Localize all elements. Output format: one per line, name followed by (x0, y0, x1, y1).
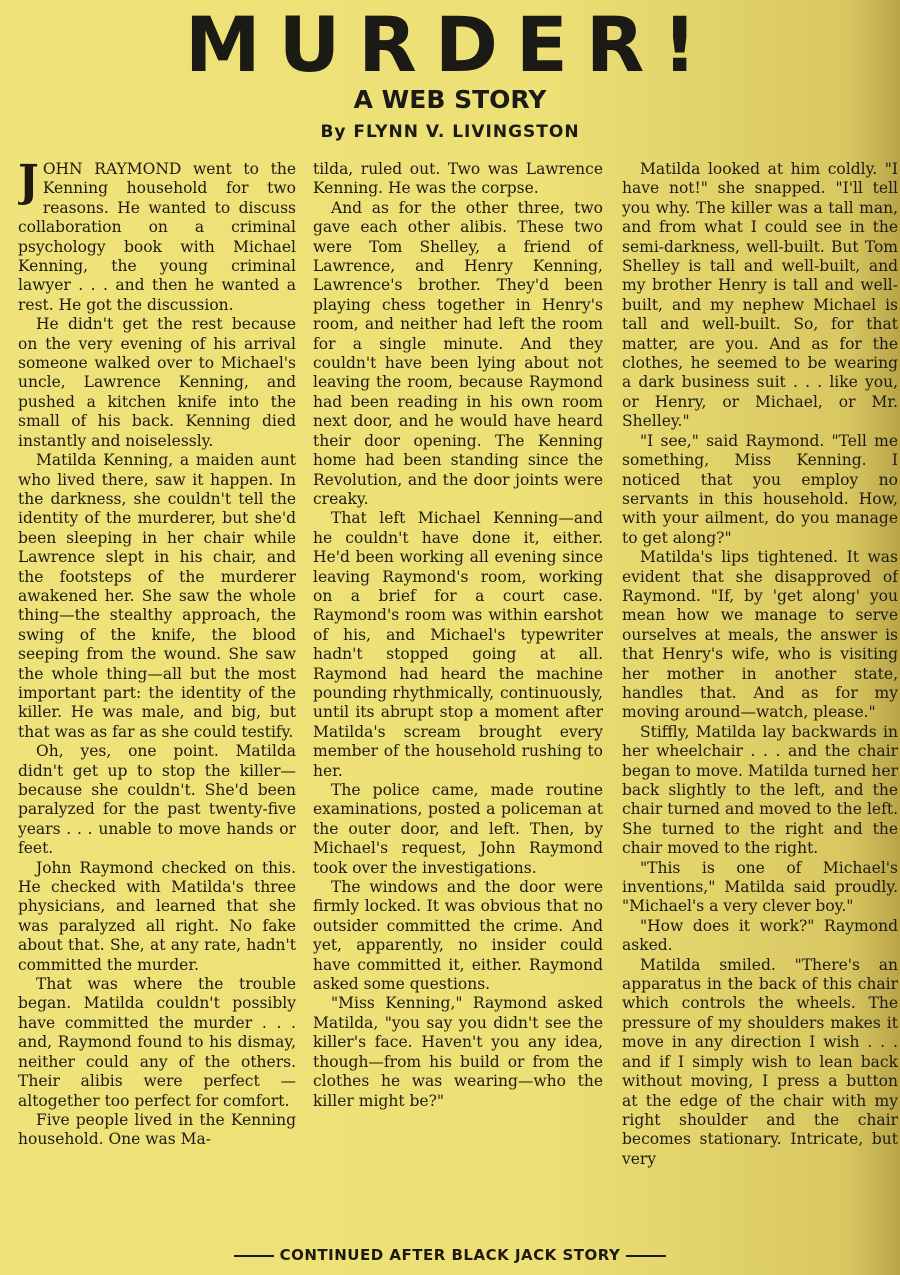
paragraph: "How does it work?" Raymond asked. (622, 916, 898, 955)
paragraph: tilda, ruled out. Two was Lawrence Kenning. He was the corpse. (313, 160, 603, 198)
drop-cap: J (18, 160, 39, 207)
paragraph: He didn't get the rest because on the very evening of his arrival someone walked over to Michael's uncle, Lawrence Kenning, and pushed a kitchen knife into the small of his back. Kenning died instantly and noiselessly. (18, 315, 296, 450)
paragraph: Matilda smiled. "There's an apparatus in the back of this chair which controls the wheels. The pressure of my shoulders makes it move in any direction I wish . . . and if I simply wish to lean back without moving, I press a button at the edge of the chair with my right shoulder and the chair becomes stationary. Intricate, but very (622, 955, 898, 1168)
continued-footer (0, 1243, 900, 1267)
paragraph: That was where the trouble began. Matilda couldn't possibly have committed the murder . . . and, Raymond found to his dismay, neither could any of the others. Their alibis were perfect — altogether too perfect for comfort. (18, 975, 296, 1110)
paragraph: "This is one of Michael's inventions," Matilda said proudly. "Michael's a very clever boy." (622, 858, 898, 916)
paragraph: Matilda Kenning, a maiden aunt who lived there, saw it happen. In the darkness, she couldn't tell the identity of the murderer, but she'd been sleeping in her chair while Lawrence slept in his chair, and the footsteps of the murderer awakened her. She saw the whole thing—the stealthy approach, the swing of the knife, the blood seeping from the wound. She saw the whole thing—all but the most important part: the identity of the killer. He was male, and big, but that was as far as she could testify. (18, 451, 296, 741)
story-subtitle: A WEB STORY (353, 85, 547, 114)
paragraph: Matilda looked at him coldly. "I have not!" she snapped. "I'll tell you why. The killer was a tall man, and from what I could see in the semi-darkness, well-built. But Tom Shelley is tall and well-built, and my brother Henry is tall and well-built, and my nephew Michael is tall and well-built. So, for that matter, are you. And as for the clothes, he seemed to be wearing a dark business suit . . . like you, or Henry, or Michael, or Mr. Shelley." (622, 160, 898, 431)
rule-right (626, 1255, 666, 1257)
paragraph: Oh, yes, one point. Matilda didn't get up to stop the killer—because she couldn't. She'd been paralyzed for the past twenty-five years . . . unable to move hands or feet. (18, 742, 296, 858)
column-3 (622, 160, 898, 1240)
paragraph: "I see," said Raymond. "Tell me something, Miss Kenning. I noticed that you employ no servants in this household. How, with your ailment, do you manage to get along?" (622, 431, 898, 547)
column-1 (18, 160, 296, 1240)
continued-text: CONTINUED AFTER BLACK JACK STORY (279, 1246, 621, 1264)
rule-left (234, 1255, 274, 1257)
paragraph: And as for the other three, two gave each other alibis. These two were Tom Shelley, a friend of Lawrence, and Henry Kenning, Lawrence's brother. They'd been playing chess together in Henry's room, and neither had left the room for a single minute. And they couldn't have been lying about not leaving the room, because Raymond had been reading in his own room next door, and he would have heard their door opening. The Kenning home had been standing since the Revolution, and the door joints were creaky. (313, 198, 603, 508)
paragraph: The police came, made routine examinations, posted a policeman at the outer door, and left. Then, by Michael's request, John Raymond took over the investigations. (313, 781, 603, 877)
paragraph-text: OHN RAYMOND went to the Kenning household for two reasons. He wanted to discuss collaboration on a criminal psychology book with Michael Kenning, the young criminal lawyer . . . and then he wanted a rest. He got the discussion. (18, 160, 296, 314)
paragraph: That left Michael Kenning—and he couldn't have done it, either. He'd been working all evening since leaving Raymond's room, working on a brief for a court case. Raymond's room was within earshot of his, and Michael's typewriter hadn't stopped going at all. Raymond had heard the machine pounding rhythmically, continuously, until its abrupt stop a moment after Matilda's scream brought every member of the household rushing to her. (313, 509, 603, 780)
paragraph: Five people lived in the Kenning household. One was Ma- (18, 1110, 296, 1149)
column-2 (313, 160, 603, 1240)
paragraph: The windows and the door were firmly locked. It was obvious that no outsider committed the crime. And yet, apparently, no insider could have committed it, either. Raymond asked some questions. (313, 878, 603, 994)
paragraph: Matilda's lips tightened. It was evident that she disapproved of Raymond. "If, by 'get along' you mean how we manage to serve ourselves at meals, the answer is that Henry's wife, who is visiting her mother in another state, handles that. And as for my moving around—watch, please." (622, 548, 898, 722)
story-title: MURDER! (184, 0, 716, 89)
paragraph: "Miss Kenning," Raymond asked Matilda, "you say you didn't see the killer's face. Haven't you any idea, though—from his build or from the clothes he was wearing—who the killer might be?" (313, 994, 603, 1110)
author-byline: By FLYNN V. LIVINGSTON (320, 122, 580, 142)
paragraph: Stiffly, Matilda lay backwards in her wheelchair . . . and the chair began to move. Matilda turned her back slightly to the left, and the chair turned and moved to the left. She turned to the right and the chair moved to the right. (622, 722, 898, 858)
paragraph (18, 160, 296, 315)
paragraph: John Raymond checked on this. He checked with Matilda's three physicians, and learned that she was paralyzed all right. No fake about that. She, at any rate, hadn't committed the murder. (18, 858, 296, 974)
